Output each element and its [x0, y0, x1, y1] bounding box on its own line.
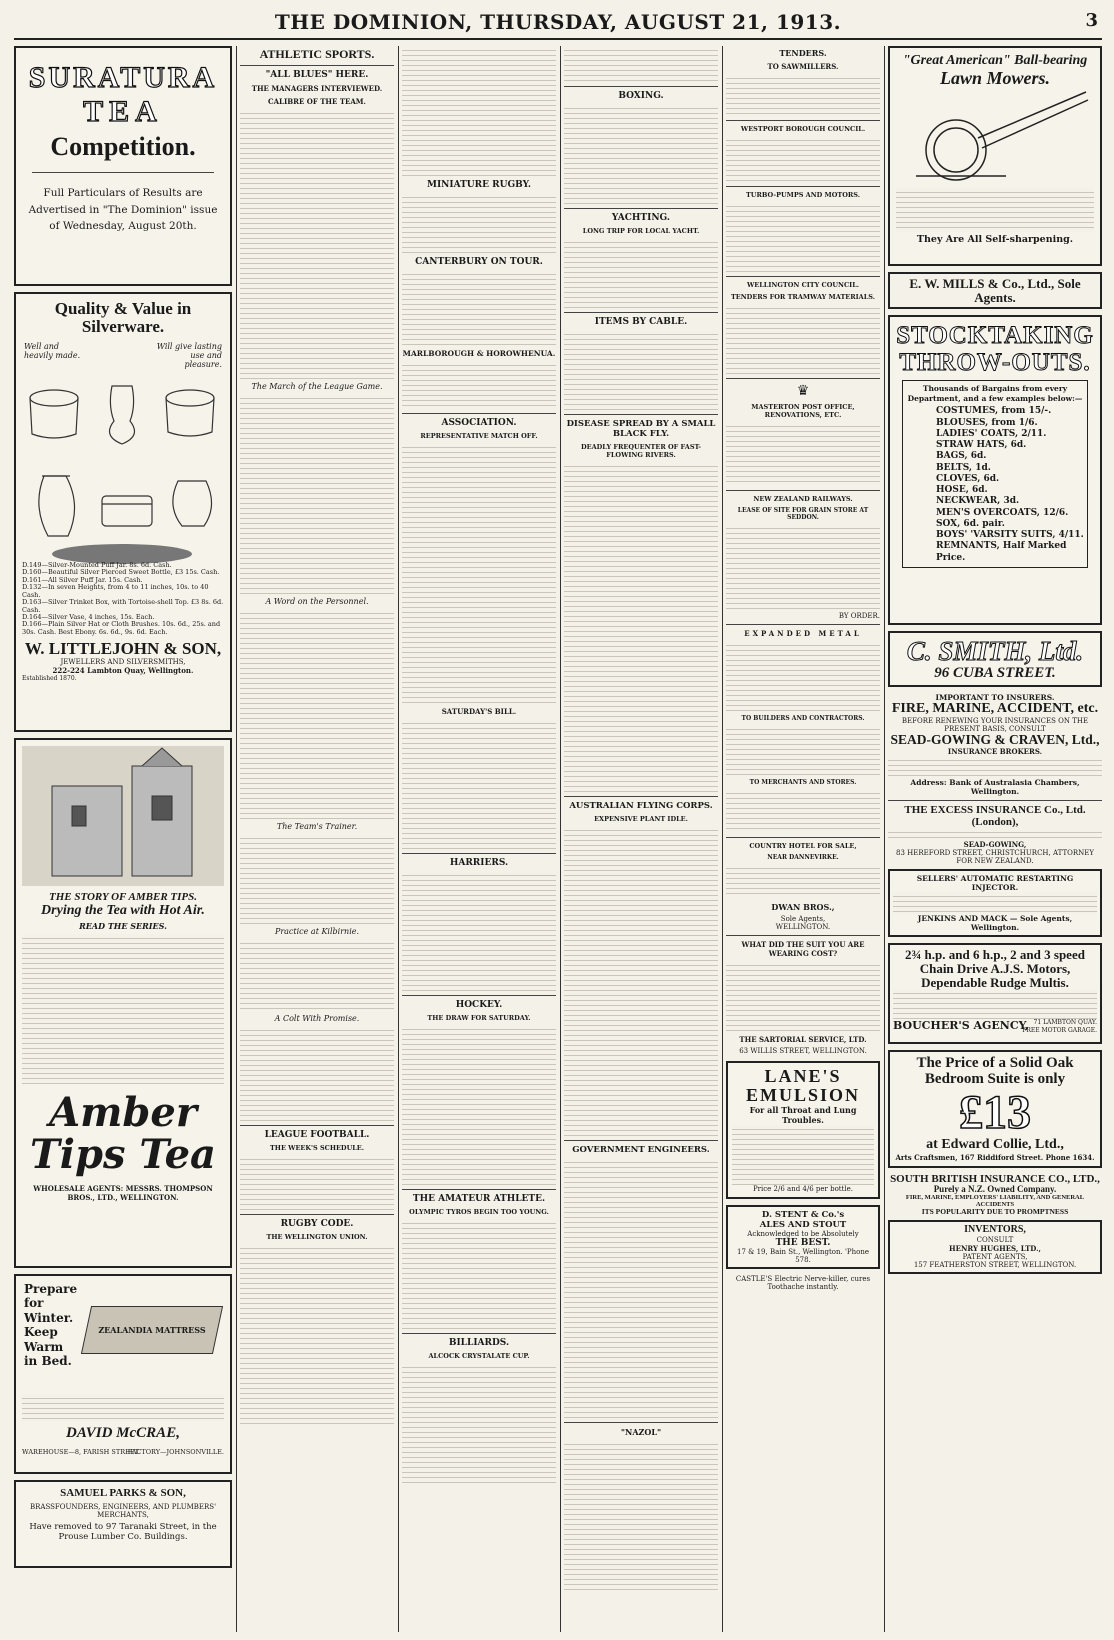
- mccrae-body-text: [22, 1394, 224, 1422]
- stock-item: CLOVES, 6d.: [936, 473, 1000, 484]
- dwan-city: WELLINGTON.: [775, 923, 831, 931]
- sbi-owned: Purely a N.Z. Owned Company.: [933, 1184, 1057, 1195]
- article-text: [402, 46, 556, 176]
- mccrae-warehouse: WAREHOUSE—8, FARISH STREET.: [22, 1448, 141, 1456]
- collie-name: at Edward Collie, Ltd.,: [926, 1137, 1064, 1153]
- mccrae-line: Warm: [24, 1339, 64, 1354]
- lawn-mower-illustration: [896, 88, 1094, 188]
- article-text: [402, 1219, 556, 1329]
- stent-name: D. STENT & Co.'s: [761, 1209, 845, 1220]
- cable-heading: ITEMS BY CABLE.: [594, 317, 688, 327]
- mccrae-line: in Bed.: [24, 1353, 72, 1368]
- mower-tagline: They Are All Self-sharpening.: [916, 233, 1074, 245]
- column-5: [726, 46, 880, 1632]
- nazol-ad-text: [564, 1440, 718, 1590]
- sbi-lines: FIRE, MARINE, EMPLOYERS' LIABILITY, AND GENERAL ACCIDENTS: [905, 1193, 1085, 1208]
- miniature-rugby-heading: MINIATURE RUGBY.: [427, 180, 531, 190]
- article-text: [564, 46, 718, 82]
- masthead: [14, 4, 1102, 40]
- emulsion-text: [732, 1125, 874, 1185]
- suratura-tea-ad: [14, 46, 232, 286]
- featherston-address: 157 FEATHERSTON STREET, WELLINGTON.: [913, 1260, 1077, 1269]
- canterbury-heading: CANTERBURY ON TOUR.: [415, 257, 543, 267]
- stock-item: COSTUMES, from 15/-.: [936, 406, 1052, 417]
- sbi-heading: SOUTH BRITISH INSURANCE CO., LTD.,: [890, 1172, 1100, 1185]
- column-rule: [398, 46, 399, 1632]
- littlejohn-name: W. LITTLEJOHN & SON,: [24, 639, 222, 659]
- mccrae-line: Prepare: [24, 1282, 78, 1296]
- price-heading-2: Bedroom Suite is only: [924, 1071, 1066, 1087]
- westport-heading: WESTPORT BOROUGH COUNCIL.: [740, 125, 866, 133]
- free-garage: FREE MOTOR GARAGE.: [1022, 1027, 1097, 1035]
- amber-read-series: READ THE SERIES.: [79, 921, 167, 932]
- excess-address: 83 HEREFORD STREET, CHRISTCHURCH, ATTORNEY FOR NEW ZEALAND.: [896, 849, 1094, 866]
- draw-heading: THE DRAW FOR SATURDAY.: [427, 1014, 531, 1022]
- deadly-heading: DEADLY FREQUENTER OF FAST-FLOWING RIVERS.: [581, 443, 701, 459]
- stock-item: BOYS' 'VARSITY SUITS, 4/11.: [936, 530, 1084, 541]
- engineers-heading: GOVERNMENT ENGINEERS.: [572, 1145, 710, 1155]
- littlejohn-established: Established 1870.: [22, 675, 77, 683]
- disease-heading: DISEASE SPREAD BY A SMALL BLACK FLY.: [566, 419, 716, 439]
- sellers-heading: SELLERS' AUTOMATIC RESTARTING INJECTOR.: [916, 874, 1074, 893]
- wellington-union-heading: THE WELLINGTON UNION.: [266, 1232, 368, 1241]
- tender-text: [726, 202, 880, 272]
- masterton-heading: MASTERTON POST OFFICE, RENOVATIONS, ETC.: [751, 403, 855, 419]
- plant-idle-heading: EXPENSIVE PLANT IDLE.: [594, 815, 688, 823]
- ajs-heading: 2¾ h.p. and 6 h.p., 2 and 3 speed: [905, 947, 1085, 963]
- excess-insurance: THE EXCESS INSURANCE Co., Ltd. (London),: [904, 804, 1086, 828]
- by-order-text: BY ORDER.: [838, 612, 880, 620]
- silverware-item-list: [22, 562, 224, 637]
- emulsion-subtitle: For all Throat and Lung Troubles.: [749, 1104, 857, 1125]
- march-subheading: The March of the League Game.: [251, 381, 383, 391]
- article-text: [240, 1244, 394, 1424]
- trainer-subheading: The Team's Trainer.: [276, 821, 358, 831]
- suratura-text: Full Particulars of Results are Advertised in "The Dominion" issue of Wednesday, August 20th.: [28, 187, 218, 232]
- stocktaking-intro: Thousands of Bargains from every Department, and a few examples below:—: [907, 383, 1083, 403]
- dwan-name: DWAN BROS.,: [771, 902, 835, 912]
- boxing-heading: BOXING.: [618, 91, 664, 101]
- insurance-text: [888, 756, 1102, 778]
- boucher-address: 71 LAMBTON QUAY.: [1033, 1019, 1097, 1027]
- c-smith-ad: [888, 631, 1102, 687]
- article-text: [402, 361, 556, 409]
- marlborough-heading: MARLBOROUGH & HOROWHENUA.: [402, 349, 556, 358]
- stock-item: NECKWEAR, 3d.: [936, 496, 1020, 507]
- railways-heading: NEW ZEALAND RAILWAYS.: [753, 495, 853, 503]
- league-football-heading: LEAGUE FOOTBALL.: [264, 1129, 370, 1140]
- article-text: [402, 193, 556, 253]
- stent-best: THE BEST.: [775, 1237, 831, 1248]
- hockey-heading: HOCKEY.: [455, 1000, 503, 1010]
- stock-item: HOSE, 6d.: [936, 485, 988, 496]
- amber-subtitle: Drying the Tea with Hot Air.: [41, 902, 205, 918]
- hughes-name: HENRY HUGHES, LTD.,: [949, 1243, 1041, 1253]
- tea-drying-illustration: [22, 746, 224, 886]
- article-text: [402, 719, 556, 849]
- turbo-heading: TURBO-PUMPS AND MOTORS.: [745, 191, 861, 199]
- amber-wholesale: WHOLESALE AGENTS: MESSRS. THOMPSON BROS., LTD., WELLINGTON.: [33, 1184, 213, 1203]
- personnel-subheading: A Word on the Personnel.: [265, 596, 369, 606]
- flying-corps-heading: AUSTRALIAN FLYING CORPS.: [569, 801, 713, 811]
- tender-text: [726, 74, 880, 116]
- expanded-metal-heading: EXPANDED METAL: [744, 629, 862, 638]
- association-heading: ASSOCIATION.: [441, 418, 517, 428]
- column-3: [402, 46, 556, 1632]
- mccrae-name: DAVID McCRAE,: [66, 1425, 180, 1441]
- tender-text: [726, 304, 880, 374]
- emulsion-heading: EMULSION: [745, 1084, 860, 1105]
- colt-subheading: A Colt With Promise.: [274, 1013, 360, 1023]
- amateur-athlete-heading: THE AMATEUR ATHLETE.: [412, 1194, 546, 1204]
- amber-body-text: [22, 934, 224, 1084]
- castle-ad: CASTLE'S Electric Nerve-killer, cures Toothache instantly.: [735, 1274, 871, 1291]
- amber-tips-ad: [14, 738, 232, 1268]
- column-6: [888, 46, 1102, 1632]
- column-2: [240, 46, 394, 1632]
- patent-agents: PATENT AGENTS,: [962, 1252, 1028, 1261]
- stock-item: BELTS, 1d.: [936, 462, 991, 473]
- mccrae-factory: FACTORY—JOHNSONVILLE.: [127, 1448, 224, 1456]
- littlejohn-trade: JEWELLERS AND SILVERSMITHS,: [60, 658, 186, 667]
- merchants-text: [726, 789, 880, 833]
- before-renewing: BEFORE RENEWING YOUR INSURANCES ON THE PRESENT BASIS, CONSULT: [901, 717, 1089, 734]
- cuba-street: 96 CUBA STREET.: [934, 664, 1056, 681]
- rugby-code-heading: RUGBY CODE.: [280, 1218, 354, 1229]
- column-rule: [236, 46, 237, 1632]
- dwan-sub: Sole Agents,: [780, 915, 826, 923]
- littlejohn-address: 222-224 Lambton Quay, Wellington.: [52, 666, 194, 676]
- silverware-item: D.149—Silver-Mounted Puff Jar. 8s. 6d. Cash.: [22, 560, 172, 569]
- fire-marine-heading: FIRE, MARINE, ACCIDENT, etc.: [891, 701, 1099, 717]
- page-number: 3: [1085, 10, 1098, 31]
- alcock-heading: ALCOCK CRYSTALATE CUP.: [428, 1352, 530, 1360]
- olympic-heading: OLYMPIC TYROS BEGIN TOO YOUNG.: [409, 1208, 549, 1216]
- builders-heading: TO BUILDERS AND CONTRACTORS.: [741, 715, 865, 722]
- ajs-text: [893, 989, 1097, 1019]
- stent-product: ALES AND STOUT: [759, 1219, 847, 1230]
- article-text: [402, 1025, 556, 1185]
- article-text: [240, 1155, 394, 1210]
- article-text: [402, 270, 556, 345]
- insurance-ad: [888, 693, 1102, 865]
- silverware-item: D.166—Plain Silver Hat or Cloth Brushes. 10s. 6d., 25s. and 30s. Cash. Best Ebony. 6s. 6d., 9s. 6d. Each.: [22, 620, 221, 636]
- south-british-ad: [888, 1174, 1102, 1216]
- nazol-ad: "NAZOL": [620, 1427, 662, 1437]
- stent-ad: [726, 1205, 880, 1269]
- merchants-heading: TO MERCHANTS AND STORES.: [749, 779, 857, 786]
- throw-outs-heading: THROW-OUTS.: [899, 348, 1091, 376]
- mills-sole-agents: E. W. MILLS & Co., Ltd., Sole Agents.: [888, 272, 1102, 309]
- athletic-sports-heading: ATHLETIC SPORTS.: [259, 47, 375, 61]
- silverware-note-left: Well and heavily made.: [24, 341, 81, 360]
- tenders-heading: TENDERS.: [779, 48, 827, 58]
- article-text: [564, 1158, 718, 1418]
- amber-title: THE STORY OF AMBER TIPS.: [48, 891, 198, 903]
- article-text: [240, 394, 394, 594]
- mattress-illustration: [81, 1306, 223, 1354]
- collie-address: Arts Craftsmen, 167 Riddiford Street. Phone 1634.: [895, 1152, 1095, 1162]
- harriers-heading: HARRIERS.: [449, 858, 509, 868]
- builders-text: [726, 725, 880, 775]
- inventors-heading: INVENTORS,: [964, 1224, 1026, 1236]
- schedule-heading: THE WEEK'S SCHEDULE.: [269, 1143, 365, 1152]
- competition-heading: Competition.: [50, 132, 196, 161]
- article-text: [402, 1363, 556, 1483]
- column-rule: [560, 46, 561, 1632]
- long-trip-heading: LONG TRIP FOR LOCAL YACHT.: [582, 227, 700, 235]
- mccrae-mattress-ad: [14, 1274, 232, 1474]
- newspaper-title: THE DOMINION, THURSDAY, AUGUST 21, 1913.: [274, 10, 842, 34]
- sellers-injector-ad: [888, 869, 1102, 937]
- ajs-motors-ad: [888, 943, 1102, 1044]
- mower-text: [896, 188, 1094, 232]
- hotel-location: NEAR DANNEVIRKE.: [767, 854, 839, 861]
- lanes-emulsion-ad: [726, 1061, 880, 1199]
- sawmillers-heading: TO SAWMILLERS.: [767, 62, 839, 71]
- hotel-heading: COUNTRY HOTEL FOR SALE,: [749, 842, 857, 850]
- billiards-heading: BILLIARDS.: [448, 1338, 510, 1348]
- ajs-heading-2: Chain Drive A.J.S. Motors, Dependable Rudge Multis.: [919, 960, 1071, 990]
- managers-heading: THE MANAGERS INTERVIEWED.: [251, 83, 383, 93]
- stock-item: STRAW HATS, 6d.: [936, 440, 1027, 451]
- article-text: [564, 826, 718, 1136]
- article-text: [564, 104, 718, 204]
- emulsion-price: Price 2/6 and 4/6 per bottle.: [752, 1184, 854, 1193]
- article-text: [564, 238, 718, 308]
- boucher-agency: BOUCHER'S AGENCY,: [893, 1019, 1029, 1033]
- sartorial-address: 63 WILLIS STREET, WELLINGTON.: [739, 1047, 867, 1055]
- stock-item: LADIES' COATS, 2/11.: [936, 428, 1047, 439]
- mower-heading: "Great American" Ball-bearing: [902, 53, 1088, 68]
- silverware-item: D.163—Silver Trinket Box, with Tortoise-shell Top. £3 8s. 6d. Cash.: [22, 598, 224, 614]
- mattress-label: ZEALANDIA MATTRESS: [98, 1325, 206, 1335]
- jenkins-mack: JENKINS AND MACK — Sole Agents, Wellington.: [917, 914, 1073, 933]
- silverware-ad: [14, 292, 232, 732]
- lawn-mower-ad: [888, 46, 1102, 266]
- practice-subheading: Practice at Kilbirnie.: [274, 926, 360, 936]
- suit-heading: WHAT DID THE SUIT YOU ARE WEARING COST?: [741, 940, 865, 958]
- c-smith-name: C. SMITH, Ltd.: [906, 636, 1084, 667]
- stocktaking-heading: STOCKTAKING: [896, 322, 1094, 350]
- tender-text: [726, 422, 880, 486]
- insurance-address: Address: Bank of Australasia Chambers, Wellington.: [910, 778, 1080, 797]
- stent-address: 17 & 19, Bain St., Wellington. 'Phone 578.: [737, 1247, 869, 1264]
- parks-removed: Have removed to 97 Taranaki Street, in the Prouse Lumber Co. Buildings.: [29, 1521, 217, 1542]
- article-text: [240, 609, 394, 819]
- article-text: [564, 330, 718, 410]
- silverware-item: D.132—In seven Heights, from 4 to 11 inches, 10s. to 40 Cash.: [22, 583, 209, 599]
- article-text: [402, 871, 556, 991]
- all-blues-heading: "ALL BLUES" HERE.: [265, 69, 369, 80]
- price-amount: £13: [959, 1085, 1031, 1139]
- mower-heading-2: Lawn Mowers.: [939, 67, 1051, 88]
- parks-name: SAMUEL PARKS & SON,: [60, 1487, 186, 1499]
- article-text: [564, 462, 718, 792]
- suit-text: [726, 961, 880, 1031]
- silverware-item: D.161—All Silver Puff Jar. 15s. Cash.: [22, 575, 143, 584]
- city-council-heading: WELLINGTON CITY COUNCIL.: [746, 281, 860, 289]
- stent-claim: Acknowledged to be Absolutely: [747, 1229, 859, 1238]
- price-heading: The Price of a Solid Oak: [916, 1055, 1074, 1072]
- article-text: [240, 834, 394, 924]
- silverware-heading: Quality & Value in Silverware.: [54, 299, 192, 336]
- insurance-brokers: INSURANCE BROKERS.: [947, 747, 1043, 757]
- silverware-note-right: Will give lasting use and pleasure.: [156, 341, 222, 369]
- column-rule: [884, 46, 885, 1632]
- silverware-illustration: [22, 376, 224, 566]
- tender-text: [726, 136, 880, 182]
- tender-text: [726, 524, 880, 612]
- crest-icon: ♛: [796, 383, 810, 399]
- stock-item: MEN'S OVERCOATS, 12/6.: [936, 507, 1069, 518]
- amber-tips-logo: Amber Tips Tea: [30, 1089, 216, 1179]
- mccrae-line: for: [24, 1296, 44, 1311]
- parks-trade: BRASSFOUNDERS, ENGINEERS, AND PLUMBERS' MERCHANTS,: [29, 1502, 217, 1519]
- column-1: [14, 46, 232, 1632]
- rep-match-heading: REPRESENTATIVE MATCH OFF.: [420, 432, 538, 440]
- silverware-item: D.160—Beautiful Silver Pierced Sweet Bottle, £3 15s. Cash.: [22, 568, 220, 577]
- stocktaking-ad: [888, 315, 1102, 625]
- hotel-text: [726, 864, 880, 898]
- stock-item: BLOUSES, from 1/6.: [936, 417, 1038, 428]
- article-text: [240, 939, 394, 1011]
- inventors-ad: [888, 1220, 1102, 1274]
- parks-ad: [14, 1480, 232, 1568]
- mccrae-line: Keep: [24, 1325, 58, 1340]
- column-4: [564, 46, 718, 1632]
- column-rule: [722, 46, 723, 1632]
- sbi-promptness: ITS POPULARITY DUE TO PROMPTNESS: [921, 1207, 1069, 1217]
- stock-item: REMNANTS, Half Marked Price.: [936, 541, 1067, 563]
- tramway-heading: TENDERS FOR TRAMWAY MATERIALS.: [730, 293, 876, 301]
- article-text: [402, 443, 556, 703]
- suratura-heading: SURATURA: [28, 61, 218, 94]
- article-text: [240, 109, 394, 379]
- yachting-heading: YACHTING.: [611, 213, 671, 223]
- sellers-text: [893, 892, 1097, 914]
- bedroom-suite-ad: [888, 1050, 1102, 1168]
- excess-text: [888, 828, 1102, 840]
- saturday-bill-heading: SATURDAY'S BILL.: [441, 707, 517, 716]
- inventors-consult: CONSULT: [976, 1235, 1014, 1244]
- sead-gowing-name: SEAD-GOWING & CRAVEN, Ltd.,: [890, 732, 1100, 748]
- lanes-heading: LANE'S: [764, 1066, 842, 1086]
- insurers-heading: IMPORTANT TO INSURERS.: [935, 693, 1055, 703]
- silverware-item: D.164—Silver Vase, 4 inches, 15s. Each.: [22, 612, 155, 621]
- sartorial-name: THE SARTORIAL SERVICE, LTD.: [739, 1035, 867, 1044]
- lease-heading: LEASE OF SITE FOR GRAIN STORE AT SEDDON.: [737, 507, 869, 521]
- stock-item: BAGS, 6d.: [936, 451, 987, 462]
- article-text: [240, 1026, 394, 1121]
- mccrae-line: Winter.: [24, 1310, 74, 1325]
- calibre-heading: CALIBRE OF THE TEAM.: [268, 96, 366, 106]
- metal-text: [726, 641, 880, 711]
- excess-agent: SEAD-GOWING,: [963, 840, 1027, 850]
- stock-item: SOX, 6d. pair.: [936, 518, 1005, 529]
- tea-heading: TEA: [83, 94, 163, 128]
